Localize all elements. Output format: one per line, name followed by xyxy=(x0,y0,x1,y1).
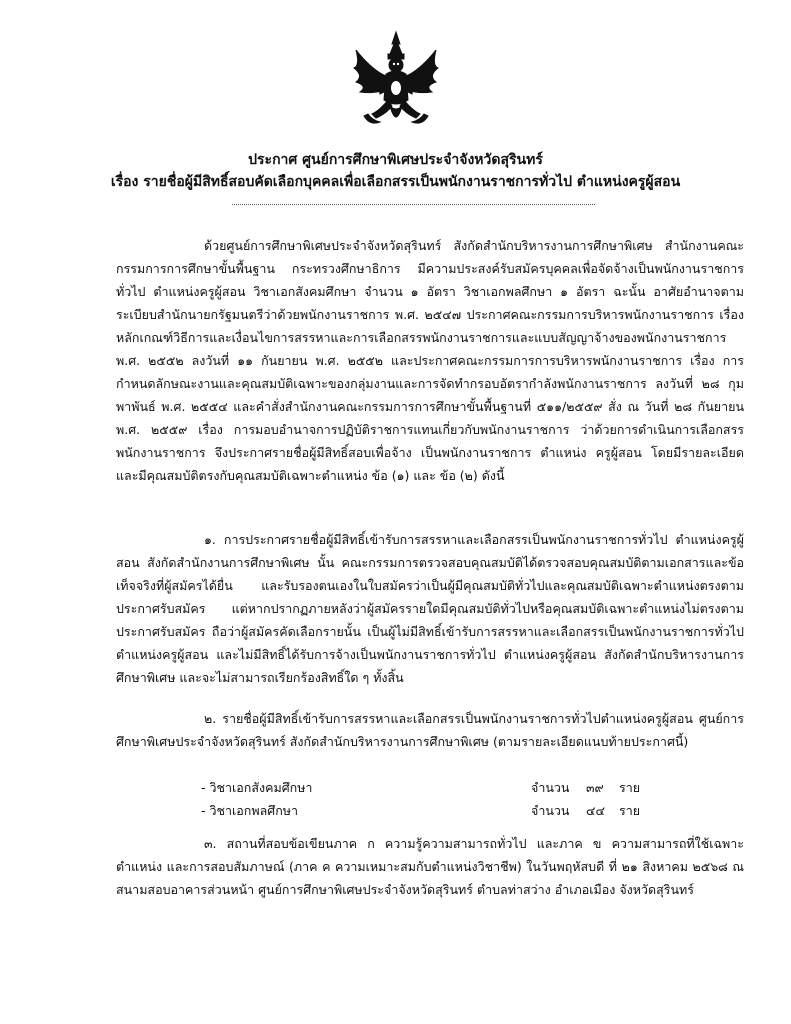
count-value: ๔๔ xyxy=(586,803,605,818)
item-1-text: ๑. การประกาศรายชื่อผู้มีสิทธิ์เข้ารับการสรรหาและเลือกสรรเป็นพนักงานราชการทั่วไป ตำแหน่งครูผู้สอน สังกัดสำนักงานการศึกษาพิเศษ นั้น คณะกรรมการตรวจสอบคุณสมบัติได้ตรวจสอบคุณสมบัติตามเอกสารและข้อเท็จจริงที่ผู้สมัครได้ยื่น และรับรองตนเองในใบสมัครว่าเป็นผู้มีคุณสมบัติทั่วไปและคุณสมบัติเฉพาะตำแหน่งตรงตามประกาศรับสมัคร แต่หากปรากฏภายหลังว่าผู้สมัครรายใดมีคุณสมบัติทั่วไปหรือคุณสมบัติเฉพาะตำแหน่งไม่ตรงตามประกาศรับสมัคร ถือว่าผู้สมัครคัดเลือกรายนั้น เป็นผู้ไม่มีสิทธิ์เข้ารับการสรรหาและเลือกสรรเป็นพนักงานราชการทั่วไป ตำแหน่งครูผู้สอน และไม่มีสิทธิ์ได้รับการจ้างเป็นพนักงานราชการทั่วไป ตำแหน่งครูผู้สอน สังกัดสำนักบริหารงานการศึกษาพิเศษ และจะไม่สามารถเรียกร้องสิทธิ์ใด ๆ ทั้งสิ้น xyxy=(116,532,744,685)
announcement-title: ประกาศ ศูนย์การศึกษาพิเศษประจำจังหวัดสุรินทร์ xyxy=(248,152,543,168)
subject-count-row xyxy=(201,799,661,822)
count-unit: ราย xyxy=(619,803,641,818)
intro-paragraph-text: ด้วยศูนย์การศึกษาพิเศษประจำจังหวัดสุรินทร์ สังกัดสำนักบริหารงานการศึกษาพิเศษ สำนักงานคณะกรรมการการศึกษาขั้นพื้นฐาน กระทรวงศึกษาธิการ มีความประสงค์รับสมัครบุคคลเพื่อจัดจ้างเป็นพนักงานราชการทั่วไป ตำแหน่งครูผู้สอน วิชาเอกสังคมศึกษา จำนวน ๑ อัตรา วิชาเอกพลศึกษา ๑ อัตรา ฉะนั้น อาศัยอำนาจตามระเบียบสำนักนายกรัฐมนตรีว่าด้วยพนักงานราชการ พ.ศ. ๒๕๔๗ ประกาศคณะกรรมการบริหารพนักงานราชการ เรื่องหลักเกณฑ์วิธีการและเงื่อนไขการสรรหาและการเลือกสรรพนักงานราชการและแบบสัญญาจ้างของพนักงานราชการ พ.ศ. ๒๕๕๒ ลงวันที่ ๑๑ กันยายน พ.ศ. ๒๕๕๒ และประกาศคณะกรรมการการบริหารพนักงานราชการ เรื่อง การกำหนดลักษณะงานและคุณสมบัติเฉพาะของกลุ่มงานและการจัดทำกรอบอัตรากำลังพนักงานราชการ ลงวันที่ ๒๘ กุมพาพันธ์ พ.ศ. ๒๕๕๔ และคำสั่งสำนักงานคณะกรรมการการศึกษาขั้นพื้นฐานที่ ๕๑๑/๒๕๕๙ สั่ง ณ วันที่ ๒๘ กันยายน พ.ศ. ๒๕๕๙ เรื่อง การมอบอำนาจการปฏิบัติราชการแทนเกี่ยวกับพนักงานราชการ ว่าด้วยการดำเนินการเลือกสรรพนักงานราชการ จึงประกาศรายชื่อผู้มีสิทธิ์สอบเพื่อจ้าง เป็นพนักงานราชการ ตำแหน่ง ครูผู้สอน โดยมีรายละเอียด และมีคุณสมบัติตรงกับคุณสมบัติเฉพาะตำแหน่ง ข้อ (๑) และ ข้อ (๒) ดังนี้ xyxy=(116,238,744,483)
item-2-paragraph xyxy=(116,707,744,753)
garuda-emblem-icon xyxy=(350,30,442,132)
item-3-text: ๓. สถานที่สอบข้อเขียนภาค ก ความรู้ความสามารถทั่วไป และภาค ข ความสามารถที่ใช้เฉพาะตำแหน่ง และการสอบสัมภาษณ์ (ภาค ค ความเหมาะสมกับตำแหน่งวิชาชีพ) ในวันพฤหัสบดี ที่ ๒๑ สิงหาคม ๒๕๖๘ ณ สนามสอบอาคารส่วนหน้า ศูนย์การศึกษาพิเศษประจำจังหวัดสุรินทร์ ตำบลท่าสว่าง อำเภอเมือง จังหวัดสุรินทร์ xyxy=(116,836,744,897)
count-word: จำนวน xyxy=(531,803,570,818)
count-value: ๓๙ xyxy=(586,780,604,795)
subject-count-row xyxy=(201,776,661,799)
dotted-divider xyxy=(232,204,595,205)
count-unit: ราย xyxy=(619,780,641,795)
item-2-text: ๒. รายชื่อผู้มีสิทธิ์เข้ารับการสรรหาและเลือกสรรเป็นพนักงานราชการทั่วไปตำแหน่งครูผู้สอน ศูนย์การศึกษาพิเศษประจำจังหวัดสุรินทร์ สังกัดสำนักบริหารงานการศึกษาพิเศษ (ตามรายละเอียดแนบท้ายประกาศนี้) xyxy=(116,711,744,749)
count-word: จำนวน xyxy=(531,780,570,795)
subject-label: - วิชาเอกพลศึกษา xyxy=(201,803,299,818)
item-1-paragraph xyxy=(116,528,744,689)
subject-label: - วิชาเอกสังคมศึกษา xyxy=(201,780,313,795)
intro-paragraph xyxy=(116,234,744,487)
announcement-subject: เรื่อง รายชื่อผู้มีสิทธิ์สอบคัดเลือกบุคคลเพื่อเลือกสรรเป็นพนักงานราชการทั่วไป ตำแหน่งครูผู้สอน xyxy=(110,174,681,190)
item-3-paragraph xyxy=(116,832,744,901)
